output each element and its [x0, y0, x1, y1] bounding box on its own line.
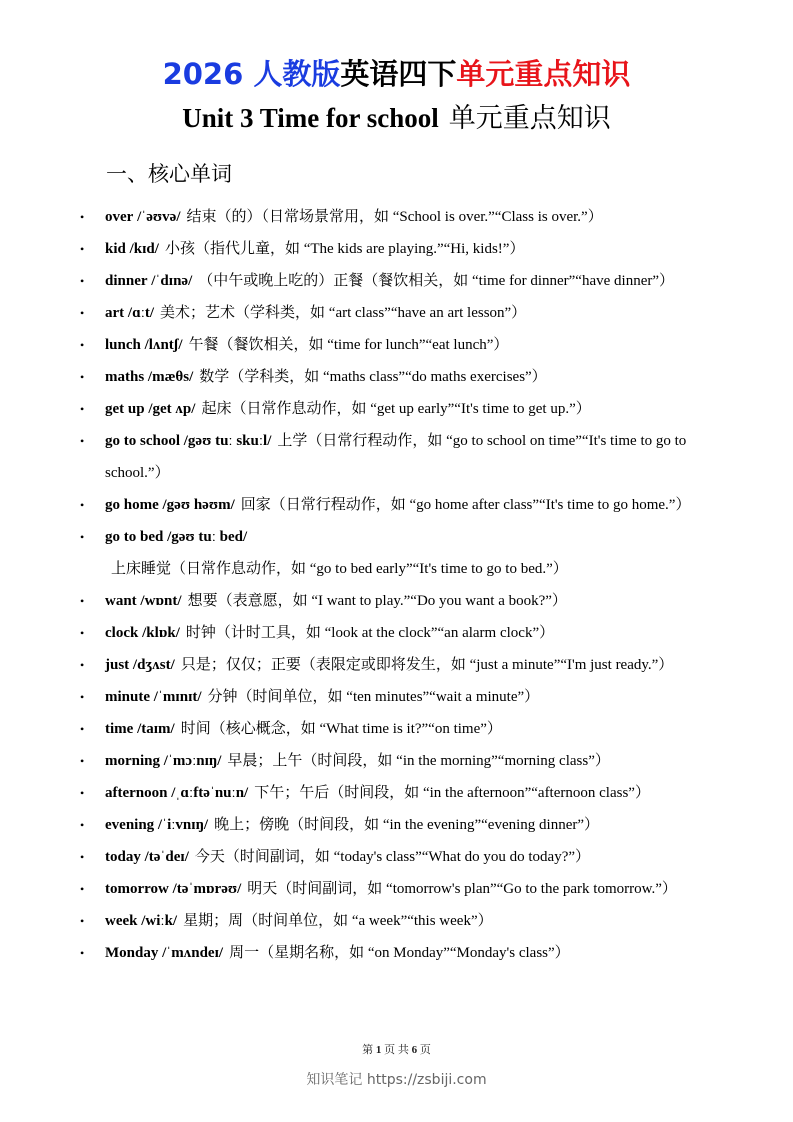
vocab-entry	[0, 233, 793, 265]
vocab-phonetic: /klɒk/	[142, 625, 180, 641]
bullet-icon: •	[80, 786, 85, 800]
vocab-entry	[0, 425, 793, 489]
bullet-icon: •	[80, 946, 85, 960]
vocab-word: evening	[105, 817, 155, 833]
vocab-definition: 只是；仅仅；正要（表限定或即将发生，如 “just a minute”“I'm just ready.”）	[180, 657, 674, 673]
vocab-word: time	[105, 721, 134, 737]
bullet-icon: •	[80, 210, 85, 224]
vocab-word: want	[105, 593, 137, 609]
bullet-icon: •	[80, 690, 85, 704]
bullet-icon: •	[80, 882, 85, 896]
vocab-definition: 早晨；上午（时间段，如 “in the morning”“morning class”）	[227, 753, 610, 769]
vocab-entry	[0, 489, 793, 521]
vocab-word: go home	[105, 497, 159, 513]
bullet-icon: •	[80, 658, 85, 672]
vocab-definition: 美术；艺术（学科类，如 “art class”“have an art lesson”）	[160, 305, 527, 321]
vocab-word: over	[105, 209, 134, 225]
vocab-phonetic: /ˌɑːftəˈnuːn/	[171, 785, 249, 801]
vocab-definition: 时间（核心概念，如 “What time is it?”“on time”）	[180, 721, 502, 737]
vocab-word: art	[105, 305, 125, 321]
vocab-phonetic: /dʒʌst/	[132, 657, 175, 673]
vocab-word: clock	[105, 625, 139, 641]
vocab-definition: 上学（日常行程动作，如 “go to school on time”“It's time to go to school.”）	[105, 433, 687, 481]
vocab-definition: 下午；午后（时间段，如 “in the afternoon”“afternoon class”）	[254, 785, 650, 801]
vocab-definition: 起床（日常作息动作，如 “get up early”“It's time to get up.”）	[201, 401, 591, 417]
vocab-phonetic: /ˈiːvnɪŋ/	[157, 817, 209, 833]
vocab-phonetic: /ˈmɔːnɪŋ/	[163, 753, 222, 769]
bullet-icon: •	[80, 754, 85, 768]
vocab-definition: 分钟（时间单位，如 “ten minutes”“wait a minute”）	[207, 689, 540, 705]
vocabulary-list	[0, 201, 793, 969]
vocab-entry	[0, 905, 793, 937]
vocab-entry	[0, 937, 793, 969]
unit-title	[0, 98, 793, 138]
bullet-icon: •	[80, 338, 85, 352]
bullet-icon: •	[80, 818, 85, 832]
vocab-phonetic: /wiːk/	[141, 913, 178, 929]
vocab-entry	[0, 297, 793, 329]
bullet-icon: •	[80, 274, 85, 288]
vocab-phonetic: /gəʊ tuː bed/	[167, 529, 248, 545]
vocab-phonetic: /təˈmɒrəʊ/	[172, 881, 242, 897]
bullet-icon: •	[80, 402, 85, 416]
bullet-icon: •	[80, 370, 85, 384]
vocab-phonetic: /ɑːt/	[127, 305, 155, 321]
section-heading-core-words: 一、核心单词	[106, 162, 232, 186]
vocab-word: afternoon	[105, 785, 168, 801]
page-number	[0, 1041, 793, 1059]
vocab-word: lunch	[105, 337, 141, 353]
vocab-entry	[0, 873, 793, 905]
vocab-word: go to bed	[105, 529, 164, 545]
vocab-entry	[0, 617, 793, 649]
bullet-icon: •	[80, 850, 85, 864]
vocab-entry	[0, 265, 793, 297]
vocab-word: morning	[105, 753, 161, 769]
vocab-entry	[0, 201, 793, 233]
banner-title-subject: 英语四下	[340, 57, 457, 91]
vocab-phonetic: /ˈəʊvə/	[137, 209, 181, 225]
vocab-phonetic: /ˈmɪnɪt/	[153, 689, 202, 705]
vocab-definition: 明天（时间副词，如 “tomorrow's plan”“Go to the park tomorrow.”）	[247, 881, 677, 897]
page-number-total: 6	[411, 1044, 418, 1056]
vocab-entry	[0, 361, 793, 393]
unit-title-chinese: 单元重点知识	[448, 103, 611, 133]
vocab-entry	[0, 649, 793, 681]
vocab-word: just	[105, 657, 130, 673]
vocab-entry	[0, 329, 793, 361]
vocab-word: week	[105, 913, 138, 929]
bullet-icon: •	[80, 530, 85, 544]
vocab-definition: 回家（日常行程动作，如 “go home after class”“It's time to go home.”）	[240, 497, 691, 513]
vocab-entry	[0, 681, 793, 713]
vocab-entry	[0, 713, 793, 745]
vocab-phonetic: /mæθs/	[147, 369, 194, 385]
vocab-definition: 周一（星期名称，如 “on Monday”“Monday's class”）	[229, 945, 570, 961]
bullet-icon: •	[80, 434, 85, 448]
vocab-phonetic: /taɪm/	[137, 721, 175, 737]
page-number-suffix: 页	[419, 1044, 431, 1056]
vocab-definition: 星期；周（时间单位，如 “a week”“this week”）	[183, 913, 493, 929]
vocab-phonetic: /get ʌp/	[148, 401, 196, 417]
banner-title-year-edition: 2026 人教版	[162, 57, 341, 91]
vocab-definition: 上床睡觉（日常作息动作，如 “go to bed early”“It's time to go to bed.”）	[111, 561, 568, 577]
bullet-icon: •	[80, 306, 85, 320]
unit-title-english: Unit 3 Time for school	[182, 103, 439, 133]
vocab-word: Monday	[105, 945, 159, 961]
vocab-word: dinner	[105, 273, 148, 289]
vocab-definition: 小孩（指代儿童，如 “The kids are playing.”“Hi, kids!”）	[164, 241, 525, 257]
page-number-prefix: 第	[362, 1044, 374, 1056]
vocab-entry	[0, 809, 793, 841]
vocab-definition: （中午或晚上吃的）正餐（餐饮相关，如 “time for dinner”“have dinner”）	[198, 273, 675, 289]
vocab-word: get up	[105, 401, 145, 417]
bullet-icon: •	[80, 594, 85, 608]
vocab-word: go to school	[105, 433, 180, 449]
banner-title-topic: 单元重点知识	[456, 57, 631, 91]
vocab-entry	[0, 393, 793, 425]
vocab-definition: 晚上；傍晚（时间段，如 “in the evening”“evening dinner”）	[214, 817, 600, 833]
vocab-entry	[0, 745, 793, 777]
vocab-phonetic: /gəʊ tuː skuːl/	[183, 433, 272, 449]
vocab-definition: 想要（表意愿，如 “I want to play.”“Do you want a book?”）	[187, 593, 567, 609]
vocab-word: minute	[105, 689, 150, 705]
vocab-definition: 午餐（餐饮相关，如 “time for lunch”“eat lunch”）	[188, 337, 509, 353]
vocab-entry	[0, 585, 793, 617]
vocab-entry	[0, 777, 793, 809]
bullet-icon: •	[80, 498, 85, 512]
bullet-icon: •	[80, 914, 85, 928]
vocab-word: today	[105, 849, 141, 865]
vocab-phonetic: /ˈdɪnə/	[151, 273, 193, 289]
vocab-word: maths	[105, 369, 145, 385]
vocab-definition: 今天（时间副词，如 “today's class”“What do you do today?”）	[194, 849, 591, 865]
vocab-entry	[0, 841, 793, 873]
vocab-phonetic: /lʌntʃ/	[144, 337, 183, 353]
vocab-word: kid	[105, 241, 126, 257]
vocab-phonetic: /gəʊ həʊm/	[162, 497, 235, 513]
vocab-phonetic: /təˈdeɪ/	[144, 849, 189, 865]
bullet-icon: •	[80, 626, 85, 640]
page-number-mid: 页 共	[384, 1044, 409, 1056]
page-banner-title	[0, 53, 793, 95]
vocab-entry	[0, 521, 793, 585]
vocab-definition: 结束（的）（日常场景常用，如 “School is over.”“Class is over.”）	[186, 209, 603, 225]
vocab-word: tomorrow	[105, 881, 169, 897]
site-watermark: 知识笔记 https://zsbiji.com	[306, 1072, 487, 1088]
vocab-phonetic: /ˈmʌndeɪ/	[162, 945, 224, 961]
vocab-phonetic: /kɪd/	[129, 241, 159, 257]
vocab-definition: 时钟（计时工具，如 “look at the clock”“an alarm clock”）	[185, 625, 555, 641]
page-number-current: 1	[375, 1044, 382, 1056]
bullet-icon: •	[80, 722, 85, 736]
bullet-icon: •	[80, 242, 85, 256]
vocab-phonetic: /wɒnt/	[140, 593, 182, 609]
vocab-definition: 数学（学科类，如 “maths class”“do maths exercises”）	[199, 369, 547, 385]
